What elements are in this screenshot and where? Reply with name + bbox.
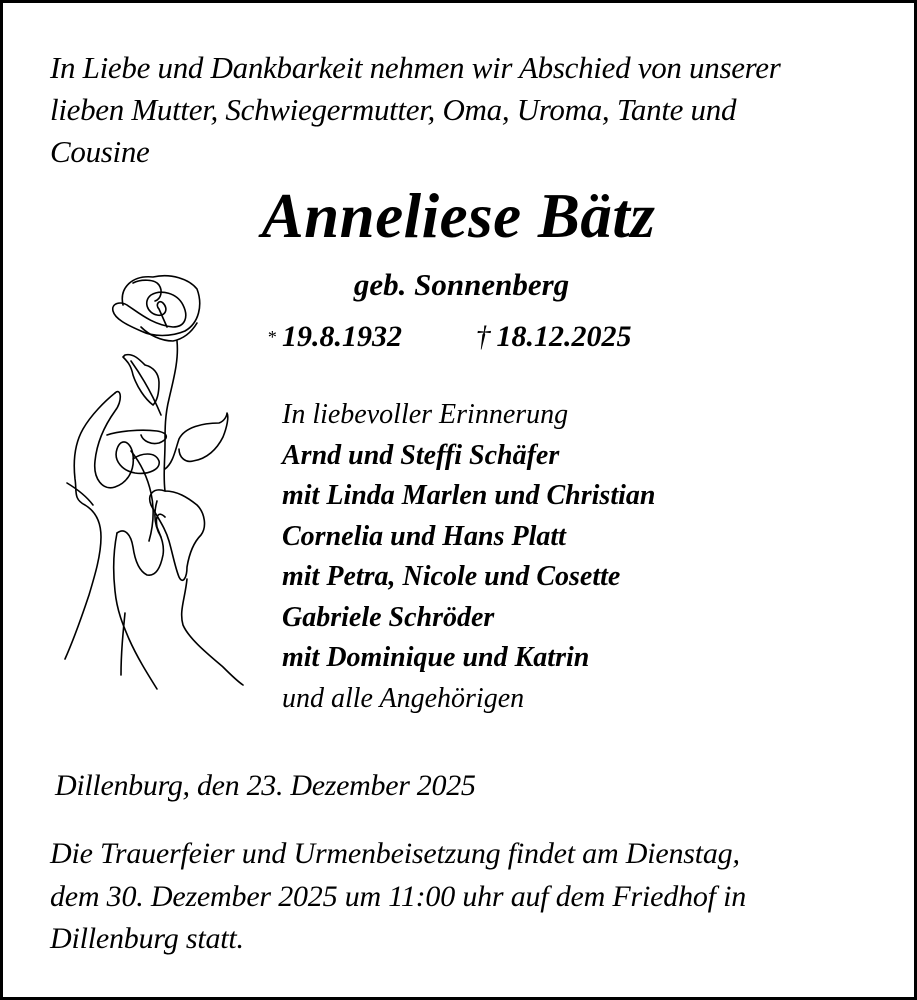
rose-in-hands-line-art-icon (61, 265, 251, 705)
death-group (476, 320, 632, 353)
funeral-service-info (50, 833, 868, 961)
place-and-date: Dillenburg, den 23. Dezember 2025 (55, 769, 476, 802)
birth-star-icon: * (267, 327, 276, 347)
mourners-list (282, 395, 655, 719)
mourner-line: mit Dominique und Katrin (282, 642, 590, 673)
service-line: dem 30. Dezember 2025 um 11:00 uhr auf dem Friedhof in (50, 879, 747, 913)
service-line: Die Trauerfeier und Urmenbeisetzung findet am Dienstag, (50, 837, 740, 870)
mourner-line: Arnd und Steffi Schäfer (282, 439, 560, 471)
deceased-name: Anneliese Bätz (261, 181, 656, 251)
maiden-name: geb. Sonnenberg (353, 267, 570, 302)
service-line: Dillenburg statt. (50, 922, 244, 955)
intro-line: In Liebe und Dankbarkeit nehmen wir Abschied von unserer (50, 50, 781, 85)
death-date: 18.12.2025 (496, 320, 632, 353)
mourners-closing: und alle Angehörigen (282, 682, 525, 714)
intro-line: Cousine (50, 134, 150, 169)
mourners-heading: In liebevoller Erinnerung (282, 399, 569, 430)
mourner-line: mit Petra, Nicole und Cosette (282, 561, 621, 592)
life-dates (267, 318, 632, 356)
intro-text (50, 47, 781, 173)
death-cross-icon: † (475, 320, 491, 353)
mourner-line: Gabriele Schröder (282, 601, 495, 633)
mourner-line: Cornelia und Hans Platt (282, 520, 566, 552)
intro-line: lieben Mutter, Schwiegermutter, Oma, Uroma, Tante und (50, 92, 737, 127)
mourner-line: mit Linda Marlen und Christian (282, 480, 656, 511)
birth-date: 19.8.1932 (282, 320, 402, 353)
